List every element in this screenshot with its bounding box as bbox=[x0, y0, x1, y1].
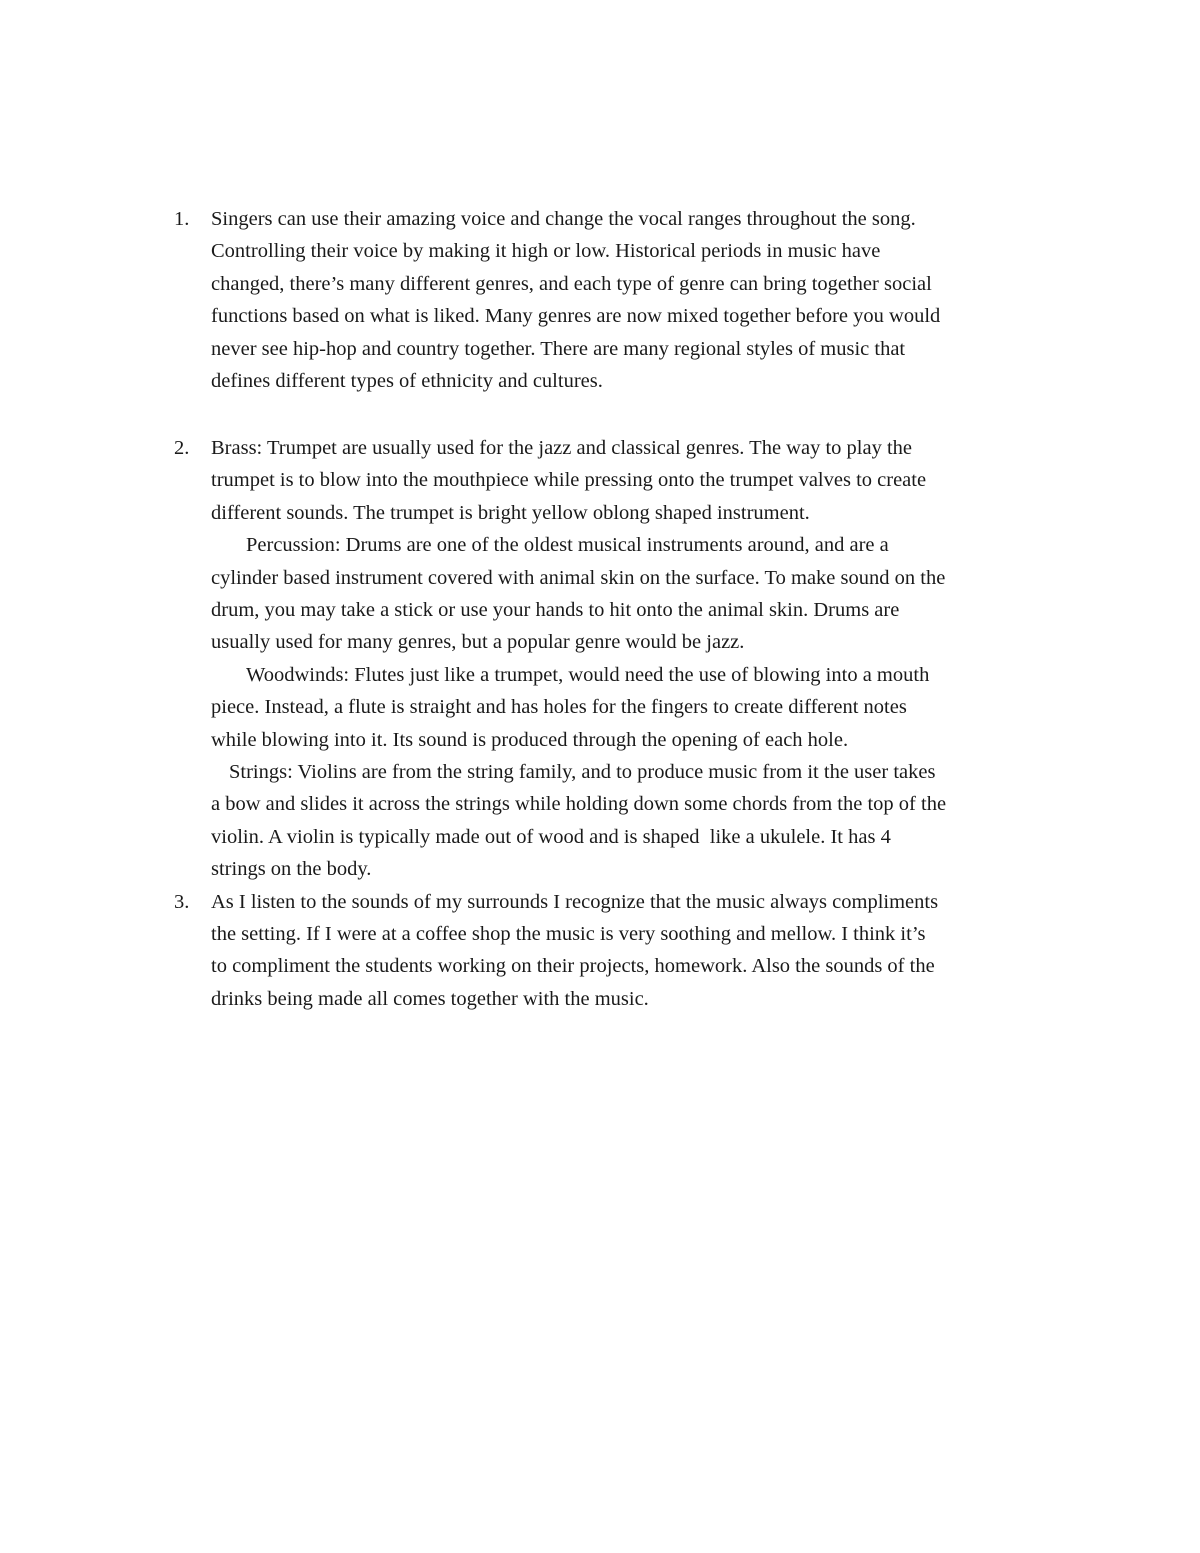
paragraph-line: usually used for many genres, but a popular genre would be jazz. bbox=[211, 631, 745, 654]
paragraph-line: Percussion: Drums are one of the oldest musical instruments around, and are a bbox=[246, 534, 889, 557]
paragraph-line: drum, you may take a stick or use your hands to hit onto the animal skin. Drums are bbox=[211, 599, 900, 621]
paragraph-line: As I listen to the sounds of my surrounds I recognize that the music always compliments bbox=[211, 890, 939, 913]
paragraph-line: strings on the body. bbox=[211, 858, 372, 881]
paragraph-line: Strings: Violins are from the string family, and to produce music from it the user takes bbox=[229, 761, 936, 783]
list-number: 3. bbox=[174, 890, 190, 913]
paragraph-line: violin. A violin is typically made out of wood and is shaped like a ukulele. It has 4 bbox=[211, 825, 891, 848]
paragraph-line: Singers can use their amazing voice and change the vocal ranges throughout the song. bbox=[211, 208, 916, 230]
paragraph-line: to compliment the students working on their projects, homework. Also the sounds of the bbox=[211, 955, 935, 978]
paragraph-line: trumpet is to blow into the mouthpiece while pressing onto the trumpet valves to create bbox=[211, 469, 927, 492]
list-number: 2. bbox=[174, 437, 190, 459]
paragraph-line: piece. Instead, a flute is straight and has holes for the fingers to create different notes bbox=[211, 696, 907, 719]
paragraph-line: drinks being made all comes together with the music. bbox=[211, 987, 649, 1010]
paragraph-line: while blowing into it. Its sound is produced through the opening of each hole. bbox=[211, 728, 849, 751]
paragraph-line: Woodwinds: Flutes just like a trumpet, would need the use of blowing into a mouth bbox=[246, 663, 930, 686]
paragraph-line: never see hip-hop and country together. There are many regional styles of music that bbox=[211, 337, 906, 360]
paragraph-line: the setting. If I were at a coffee shop the music is very soothing and mellow. I think it’s bbox=[211, 923, 926, 945]
list-number: 1. bbox=[174, 208, 190, 230]
paragraph-line: Controlling their voice by making it high or low. Historical periods in music have bbox=[211, 240, 881, 263]
paragraph-line: defines different types of ethnicity and cultures. bbox=[211, 370, 603, 392]
paragraph-line: Brass: Trumpet are usually used for the jazz and classical genres. The way to play the bbox=[211, 437, 912, 459]
paragraph-line: functions based on what is liked. Many genres are now mixed together before you would bbox=[211, 305, 941, 328]
paragraph-line: different sounds. The trumpet is bright yellow oblong shaped instrument. bbox=[211, 501, 810, 524]
paragraph-line: a bow and slides it across the strings while holding down some chords from the top of the bbox=[211, 793, 947, 816]
paragraph-line: cylinder based instrument covered with animal skin on the surface. To make sound on the bbox=[211, 566, 946, 589]
paragraph-line: changed, there’s many different genres, and each type of genre can bring together social bbox=[211, 272, 932, 295]
